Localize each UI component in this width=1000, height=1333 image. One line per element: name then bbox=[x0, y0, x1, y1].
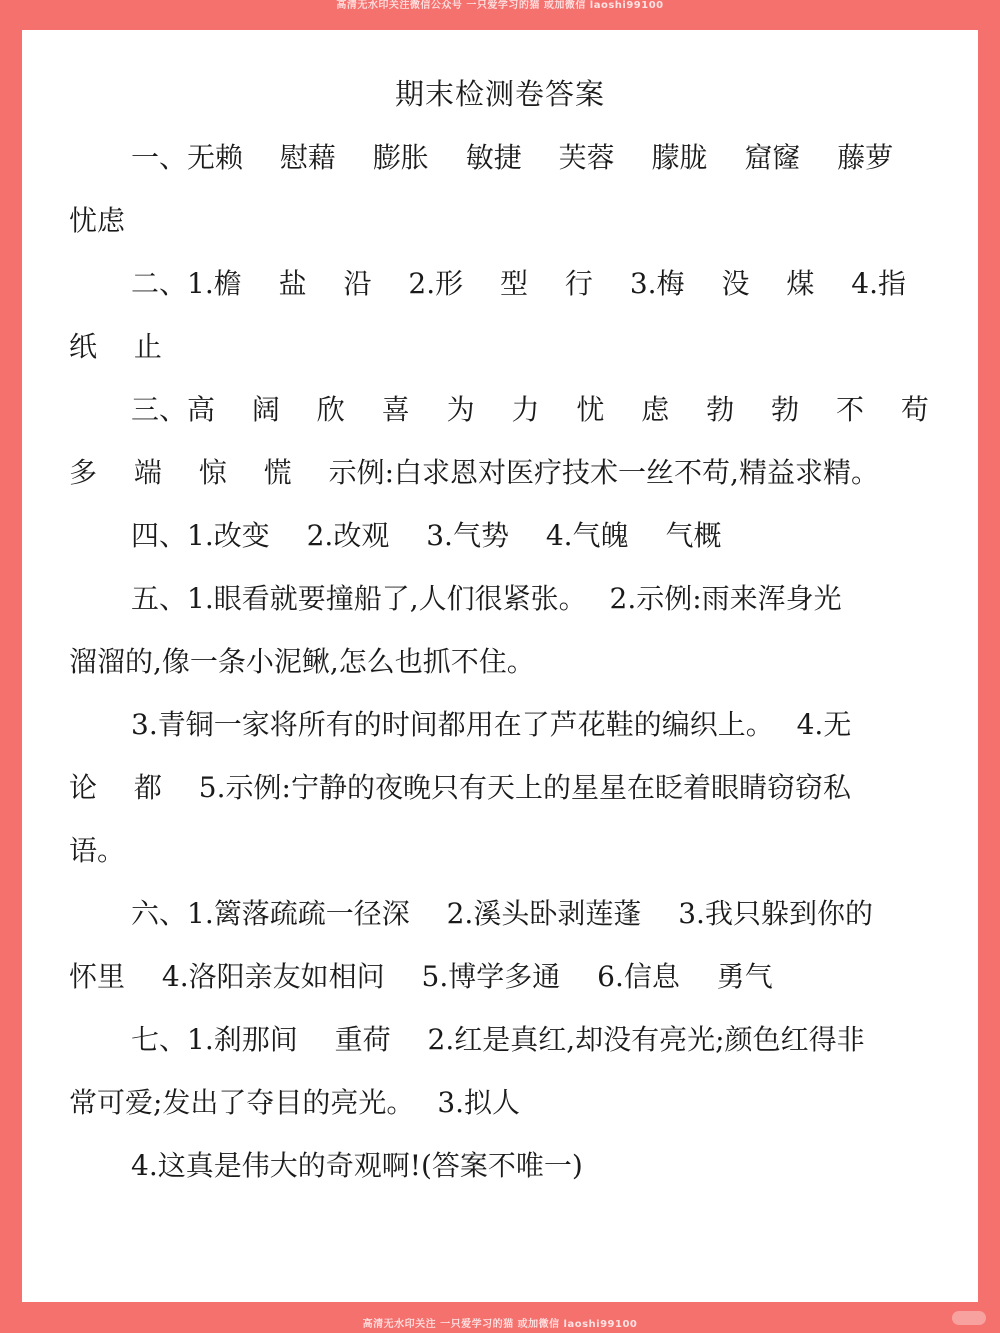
answer-line: 一、无赖 慰藉 膨胀 敏捷 芙蓉 朦胧 窟窿 藤萝 bbox=[131, 141, 894, 174]
top-banner: 高清无水印关注微信公众号 一只爱学习的猫 或加微信 laoshi99100 bbox=[336, 0, 664, 11]
answer-line: 纸 止 bbox=[69, 330, 162, 363]
answer-line: 常可爱;发出了夺目的亮光。 3.拟人 bbox=[69, 1086, 521, 1119]
answer-line: 溜溜的,像一条小泥鳅,怎么也抓不住。 bbox=[69, 645, 535, 678]
answer-line: 二、1.檐 盐 沿 2.形 型 行 3.梅 没 煤 4.指 bbox=[131, 267, 906, 300]
answer-line: 四、1.改变 2.改观 3.气势 4.气魄 气概 bbox=[131, 519, 722, 552]
answer-line: 4.这真是伟大的奇观啊!(答案不唯一) bbox=[131, 1149, 583, 1182]
answer-line: 五、1.眼看就要撞船了,人们很紧张。 2.示例:雨来浑身光 bbox=[131, 582, 842, 615]
answer-line: 3.青铜一家将所有的时间都用在了芦花鞋的编织上。 4.无 bbox=[131, 708, 852, 741]
page-title: 期末检测卷答案 bbox=[394, 77, 605, 111]
answer-line: 三、高 阔 欣 喜 为 力 忧 虑 勃 勃 不 苟 bbox=[131, 393, 929, 426]
answer-line: 语。 bbox=[69, 834, 126, 867]
watermark-badge bbox=[952, 1311, 986, 1325]
answer-line: 怀里 4.洛阳亲友如相问 5.博学多通 6.信息 勇气 bbox=[69, 960, 773, 993]
answer-line: 六、1.篱落疏疏一径深 2.溪头卧剥莲蓬 3.我只躲到你的 bbox=[131, 897, 873, 930]
answer-line: 多 端 惊 慌 示例:白求恩对医疗技术一丝不苟,精益求精。 bbox=[69, 456, 879, 489]
answer-line: 七、1.刹那间 重荷 2.红是真红,却没有亮光;颜色红得非 bbox=[131, 1023, 865, 1056]
answer-line: 忧虑 bbox=[69, 204, 126, 237]
answer-line: 论 都 5.示例:宁静的夜晚只有天上的星星在眨着眼睛窃窃私 bbox=[69, 771, 851, 804]
bottom-banner: 高清无水印关注 一只爱学习的猫 或加微信 laoshi99100 bbox=[362, 1319, 638, 1330]
